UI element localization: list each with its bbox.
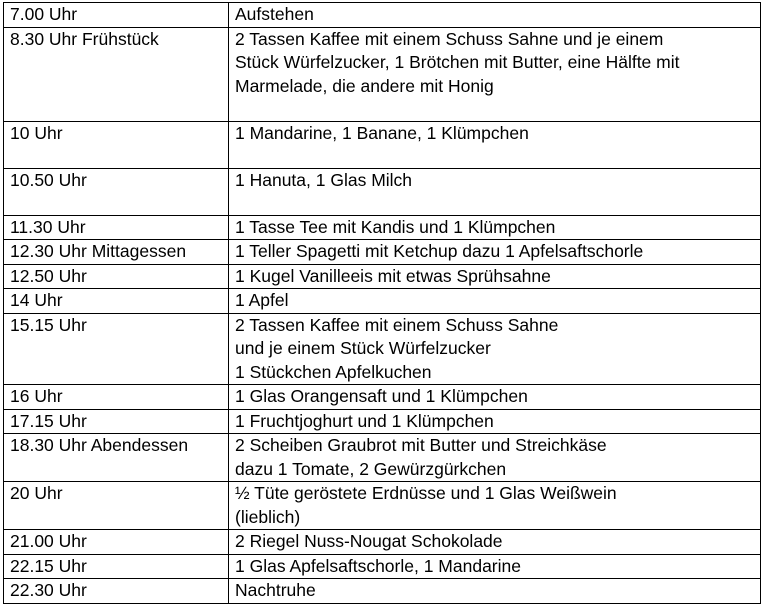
table-row [4,289,761,314]
table-row [4,434,761,482]
time-cell: 22.30 Uhr [4,579,229,604]
entry-cell: 2 Tassen Kaffee mit einem Schuss Sahne und je einem Stück Würfelzucker 1 Stückchen Apfelkuchen [229,313,761,385]
entry-cell: 2 Riegel Nuss-Nougat Schokolade [229,530,761,555]
entry-cell: 1 Apfel [229,289,761,314]
entry-cell: 1 Hanuta, 1 Glas Milch [229,168,761,215]
table-row [4,313,761,385]
entry-cell: 2 Scheiben Graubrot mit Butter und Streichkäse dazu 1 Tomate, 2 Gewürzgürkchen [229,434,761,482]
entry-cell: 1 Teller Spagetti mit Ketchup dazu 1 Apfelsaftschorle [229,240,761,265]
entry-cell: 2 Tassen Kaffee mit einem Schuss Sahne und je einem Stück Würfelzucker, 1 Brötchen mit Butter, eine Hälfte mit Marmelade, die andere mit Honig [229,27,761,121]
time-cell: 11.30 Uhr [4,215,229,240]
time-cell: 18.30 Uhr Abendessen [4,434,229,482]
table-row [4,240,761,265]
entry-cell: ½ Tüte geröstete Erdnüsse und 1 Glas Weißwein (lieblich) [229,482,761,530]
table-row [4,121,761,168]
time-cell: 14 Uhr [4,289,229,314]
entry-cell: 1 Kugel Vanilleeis mit etwas Sprühsahne [229,264,761,289]
table-row [4,385,761,410]
time-cell: 22.15 Uhr [4,554,229,579]
meal-schedule-table [3,2,761,604]
entry-cell: 1 Fruchtjoghurt und 1 Klümpchen [229,409,761,434]
time-cell: 12.50 Uhr [4,264,229,289]
entry-cell: 1 Glas Apfelsaftschorle, 1 Mandarine [229,554,761,579]
time-cell: 20 Uhr [4,482,229,530]
time-cell: 8.30 Uhr Frühstück [4,27,229,121]
time-cell: 15.15 Uhr [4,313,229,385]
table-row [4,409,761,434]
time-cell: 7.00 Uhr [4,3,229,28]
time-cell: 10.50 Uhr [4,168,229,215]
table-row [4,482,761,530]
time-cell: 17.15 Uhr [4,409,229,434]
entry-cell: 1 Mandarine, 1 Banane, 1 Klümpchen [229,121,761,168]
time-cell: 21.00 Uhr [4,530,229,555]
table-row [4,215,761,240]
table-row [4,264,761,289]
table-row [4,27,761,121]
table-row [4,530,761,555]
table-row [4,579,761,604]
entry-cell: 1 Tasse Tee mit Kandis und 1 Klümpchen [229,215,761,240]
table-row [4,168,761,215]
table-row [4,3,761,28]
time-cell: 12.30 Uhr Mittagessen [4,240,229,265]
time-cell: 16 Uhr [4,385,229,410]
entry-cell: Aufstehen [229,3,761,28]
table-row [4,554,761,579]
entry-cell: Nachtruhe [229,579,761,604]
entry-cell: 1 Glas Orangensaft und 1 Klümpchen [229,385,761,410]
time-cell: 10 Uhr [4,121,229,168]
